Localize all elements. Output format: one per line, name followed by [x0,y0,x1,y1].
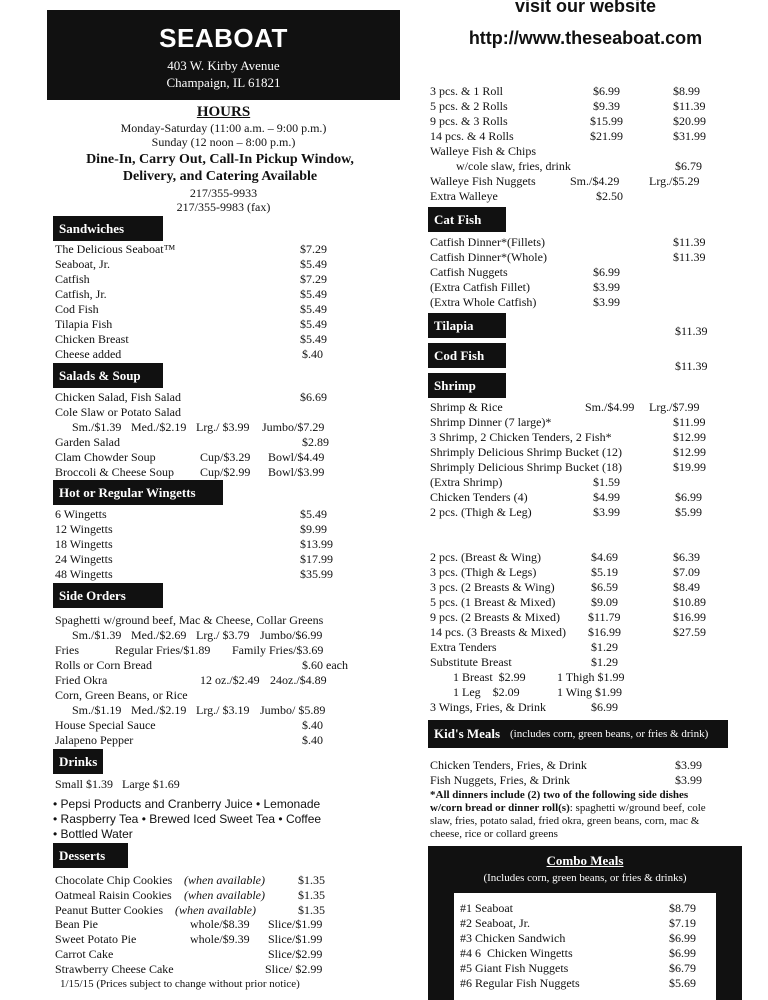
pie-item: Strawberry Cheese Cake [55,962,174,976]
chicken-title: Chicken [434,527,481,542]
pie-item: Carrot Cake [55,947,114,961]
dessert-note: (when available) [184,873,265,887]
combo-price: $6.99 [669,946,696,960]
combo-item: #2 Seaboat, Jr. [460,916,530,930]
side-orders-header: Side Orders [53,583,163,608]
desserts-header: Desserts [53,843,128,868]
list-item: Seaboat, Jr. [55,257,110,271]
combo-item: #1 Seaboat [460,901,513,915]
snack-price: $4.69 [591,550,618,564]
dessert-item: Oatmeal Raisin Cookies [55,888,172,902]
list-item: Shrimply Delicious Shrimp Bucket (18) [430,460,622,474]
side-price: $.60 each [302,658,348,672]
price-disclaimer: 1/15/15 (Prices subject to change without prior notice) [60,978,300,990]
list-item-price: $5.49 [300,302,327,316]
side-item: House Special Sauce [55,718,156,732]
snack-price: $11.79 [588,610,621,624]
list-item: Catfish Nuggets [430,265,508,279]
dinner-price: $19.99 [673,460,706,474]
website-url: http://www.theseaboat.com [468,28,703,48]
combo-item: #6 Regular Fish Nuggets [460,976,580,990]
side-price: $.40 [302,733,323,747]
combo-meals-title: Combo Meals [546,853,624,868]
list-item: Catfish [55,272,90,286]
drink-sizes: Small $1.39 Large $1.69 [55,777,180,791]
snack-price: $5.19 [591,565,618,579]
list-item: Walleye Fish & Chips [430,144,537,158]
substitute-breast: 1 Breast $2.99 [453,670,526,684]
dinner-sides-note-2-bold: w/corn bread or dinner roll(s) [430,802,570,814]
list-item: 3 pcs. (Thigh & Legs) [430,565,537,579]
snack-price: $9.39 [593,99,620,113]
side-okra-12oz: 12 oz./$2.49 [200,673,260,687]
dinner-sides-note-3: slaw, fries, potato salad, fried okra, green beans, corn, mac & [430,815,700,827]
phone-number: 217/355-9933 [189,186,258,200]
walleye-dinner-col: Dinner* [666,61,712,76]
drink-list-2: • Raspberry Tea • Brewed Iced Sweet Tea • Coffee [53,812,322,826]
list-item: 12 Wingetts [55,522,113,536]
dinner-price: $11.39 [673,250,706,264]
list-item-price: $9.99 [300,522,327,536]
list-item: Extra Tenders [430,640,497,654]
dessert-note: (when available) [175,903,256,917]
side-size-med: Med./$2.69 [131,628,187,642]
dinner-price: $8.99 [673,84,700,98]
walleye-title: Walleye Fish [434,61,506,76]
dessert-item: Peanut Butter Cookies [55,903,163,917]
dinner-price: $16.99 [673,610,706,624]
chicken-dinner-col: Dinner* [662,527,708,542]
dinner-price: $11.99 [673,415,706,429]
list-item: (Extra Catfish Fillet) [430,280,530,294]
snack-price: $6.59 [591,580,618,594]
address-line-1: 403 W. Kirby Avenue [167,58,280,73]
combo-price: $5.69 [669,976,696,990]
combo-price: $7.19 [669,916,696,930]
side-item: Rolls or Corn Bread [55,658,152,672]
kids-meals-note: (includes corn, green beans, or fries & drink) [510,728,709,740]
list-item: 2 pcs. (Breast & Wing) [430,550,541,564]
hours-sunday: Sunday (12 noon – 8:00 p.m.) [151,135,296,149]
salad-item: Garden Salad [55,435,120,449]
combo-item: #4 6 Chicken Wingetts [460,946,573,960]
list-item: 9 pcs. & 3 Rolls [430,114,508,128]
dinner-price: $12.99 [673,445,706,459]
side-item: Jalapeno Pepper [55,733,134,747]
dinner-price: $6.79 [675,159,702,173]
snack-price: $6.99 [593,84,620,98]
soup-cup: Cup/$3.29 [200,450,251,464]
list-item: 2 pcs. (Thigh & Leg) [430,505,532,519]
walleye-snack-col: Snack [590,61,624,76]
substitute-thigh: 1 Thigh $1.99 [557,670,625,684]
pie-whole: whole/$9.39 [190,932,250,946]
salad-price: $6.69 [300,390,327,404]
salad-size-med: Med./$2.19 [131,420,187,434]
drink-list-1: • Pepsi Products and Cranberry Juice • Lemonade [53,797,321,811]
dinner-price: Lrg./$5.29 [649,174,700,188]
dinner-sides-note-2 [430,802,706,815]
dinner-price: $11.39 [673,99,706,113]
fax-number: 217/355-9983 (fax) [176,200,271,214]
side-size-lrg: Lrg./ $3.79 [196,628,250,642]
dinner-price: $11.39 [675,359,708,373]
list-item: Catfish Dinner*(Fillets) [430,235,545,249]
list-item: Extra Walleye [430,189,498,203]
soup-bowl: Bowl/$4.49 [268,450,325,464]
list-item-price: $17.99 [300,552,333,566]
list-item-detail: w/cole slaw, fries, drink [456,159,571,173]
snack-price: $4.99 [593,490,620,504]
side-fries-family: Family Fries/$3.69 [232,643,324,657]
list-item: 6 Wingetts [55,507,107,521]
list-item-price: $5.49 [300,332,327,346]
dessert-price: $1.35 [298,903,325,917]
pie-item: Bean Pie [55,917,98,931]
pie-slice: Slice/$2.99 [268,947,323,961]
dinner-sides-note-2-text: : spaghetti w/ground beef, cole [569,802,706,814]
snack-price: Sm./$4.29 [570,174,620,188]
snack-price: $15.99 [590,114,623,128]
list-item-price: $35.99 [300,567,333,581]
list-item: 3 pcs. (2 Breasts & Wing) [430,580,555,594]
list-item: 24 Wingetts [55,552,113,566]
side-item: Spaghetti w/ground beef, Mac & Cheese, Collar Greens [55,613,324,627]
list-item: Shrimply Delicious Shrimp Bucket (12) [430,445,622,459]
dinner-price: $8.49 [673,580,700,594]
combo-item: #5 Giant Fish Nuggets [460,961,569,975]
pie-slice: Slice/$1.99 [268,917,323,931]
list-item: 3 Wings, Fries, & Drink [430,700,546,714]
snack-price: $1.29 [591,640,618,654]
snack-price: Sm./$4.99 [585,400,635,414]
restaurant-name: SEABOAT [159,23,288,53]
side-item: Fried Okra [55,673,108,687]
side-size-jumbo: Jumbo/$6.99 [260,628,323,642]
salad-size-sm: Sm./$1.39 [72,420,122,434]
side-size-sm: Sm./$1.19 [72,703,122,717]
list-item-price: $5.49 [300,317,327,331]
salad-price: $2.89 [302,435,329,449]
list-item: Shrimp Dinner (7 large)* [430,415,552,429]
side-price: $.40 [302,718,323,732]
snack-price: $3.99 [593,505,620,519]
hours-title: HOURS [196,104,251,120]
list-item: 14 pcs. & 4 Rolls [430,129,514,143]
kids-meals-title: Kid's Meals [434,726,501,741]
list-item-price: $.40 [302,347,323,361]
dinner-price: $6.99 [675,490,702,504]
list-item: 48 Wingetts [55,567,113,581]
address-line-2: Champaign, IL 61821 [166,75,281,90]
list-item: 3 Shrimp, 2 Chicken Tenders, 2 Fish* [430,430,612,444]
combo-item: #3 Chicken Sandwich [460,931,566,945]
salad-size-jumbo: Jumbo/$7.29 [262,420,325,434]
list-item: Walleye Fish Nuggets [430,174,536,188]
list-item-price: $5.49 [300,507,327,521]
soup-item: Clam Chowder Soup [55,450,156,464]
list-item: 5 pcs. & 2 Rolls [430,99,508,113]
list-item: The Delicious Seaboat™ [55,242,176,256]
chicken-snack-col: Snack [587,527,621,542]
list-item-price: $5.49 [300,257,327,271]
side-size-sm: Sm./$1.39 [72,628,122,642]
pie-slice: Slice/ $2.99 [265,962,323,976]
soup-bowl: Bowl/$3.99 [268,465,325,479]
side-fries-regular: Regular Fries/$1.89 [115,643,211,657]
salad-item: Chicken Salad, Fish Salad [55,390,181,404]
pie-item: Sweet Potato Pie [55,932,137,946]
snack-price: $2.50 [596,189,623,203]
list-item-price: $13.99 [300,537,333,551]
shrimp-header: Shrimp [428,373,506,398]
snack-price: $6.99 [591,700,618,714]
side-size-med: Med./$2.19 [131,703,187,717]
soup-cup: Cup/$2.99 [200,465,251,479]
soup-item: Broccoli & Cheese Soup [55,465,174,479]
sandwiches-header: Sandwiches [53,216,163,241]
snack-price: $21.99 [590,129,623,143]
list-item: (Extra Shrimp) [430,475,503,489]
pie-slice: Slice/$1.99 [268,932,323,946]
snack-price: $1.29 [591,655,618,669]
list-item-price: $7.29 [300,272,327,286]
list-item: Tilapia Fish [55,317,113,331]
tilapia-header: Tilapia [428,313,506,338]
list-item: 5 pcs. (1 Breast & Mixed) [430,595,556,609]
kids-price: $3.99 [675,773,702,787]
salad-item: Cole Slaw or Potato Salad [55,405,181,419]
list-item: Catfish Dinner*(Whole) [430,250,547,264]
dinner-price: Lrg./$7.99 [649,400,700,414]
dinner-price: $27.59 [673,625,706,639]
list-item: (Extra Whole Catfish) [430,295,537,309]
dinner-price: $31.99 [673,129,706,143]
drinks-header: Drinks [53,749,103,774]
dinner-price: $5.99 [675,505,702,519]
salad-size-lrg: Lrg./ $3.99 [196,420,250,434]
kids-price: $3.99 [675,758,702,772]
list-item: 3 pcs. & 1 Roll [430,84,504,98]
wingetts-header: Hot or Regular Wingetts [53,480,223,505]
dinner-price: $10.89 [673,595,706,609]
list-item: Shrimp & Rice [430,400,503,414]
side-item: Corn, Green Beans, or Rice [55,688,188,702]
dinner-sides-note-1: *All dinners include (2) two of the following side dishes [430,789,689,801]
combo-price: $6.99 [669,931,696,945]
salads-header: Salads & Soup [53,363,163,388]
services-line-2: Delivery, and Catering Available [122,169,318,184]
list-item: Chicken Tenders, Fries, & Drink [430,758,587,772]
combo-price: $6.79 [669,961,696,975]
side-size-jumbo: Jumbo/ $5.89 [260,703,326,717]
list-item: Cheese added [55,347,122,361]
list-item-price: $7.29 [300,242,327,256]
side-item: Fries [55,643,79,657]
dessert-note: (when available) [184,888,265,902]
codfish-header: Cod Fish [428,343,506,368]
pie-whole: whole/$8.39 [190,917,250,931]
list-item: Chicken Tenders (4) [430,490,528,504]
dessert-price: $1.35 [298,873,325,887]
website-visit: visit our website [514,0,657,16]
catfish-header: Cat Fish [428,207,506,232]
combo-price: $8.79 [669,901,696,915]
dinner-sides-note-4: cheese, rice or collard greens [430,828,558,840]
list-item: Fish Nuggets, Fries, & Drink [430,773,571,787]
snack-price: $1.59 [593,475,620,489]
dinner-price: $20.99 [673,114,706,128]
snack-price: $6.99 [593,265,620,279]
snack-price: $16.99 [588,625,621,639]
dinner-price: $12.99 [673,430,706,444]
list-item: 18 Wingetts [55,537,113,551]
hours-weekday: Monday-Saturday (11:00 a.m. – 9:00 p.m.) [120,121,327,135]
list-item-price: $5.49 [300,287,327,301]
side-size-lrg: Lrg./ $3.19 [196,703,250,717]
list-item: 14 pcs. (3 Breasts & Mixed) [430,625,566,639]
list-item: Substitute Breast [430,655,512,669]
substitute-wing: 1 Wing $1.99 [557,685,622,699]
dinner-price: $7.09 [673,565,700,579]
list-item: 9 pcs. (2 Breasts & Mixed) [430,610,560,624]
list-item: Catfish, Jr. [55,287,107,301]
snack-price: $3.99 [593,280,620,294]
dessert-item: Chocolate Chip Cookies [55,873,173,887]
snack-price: $3.99 [593,295,620,309]
list-item: Cod Fish [55,302,99,316]
dinner-price: $11.39 [675,324,708,338]
list-item: Chicken Breast [55,332,129,346]
services-line-1: Dine-In, Carry Out, Call-In Pickup Window, [86,152,354,167]
combo-meals-subtitle: (Includes corn, green beans, or fries & drinks) [483,872,687,884]
substitute-leg: 1 Leg $2.09 [453,685,520,699]
dinner-price: $6.39 [673,550,700,564]
drink-list-3: • Bottled Water [53,827,133,841]
side-okra-24oz: 24oz./$4.89 [270,673,327,687]
dinner-price: $11.39 [673,235,706,249]
dessert-price: $1.35 [298,888,325,902]
snack-price: $9.09 [591,595,618,609]
